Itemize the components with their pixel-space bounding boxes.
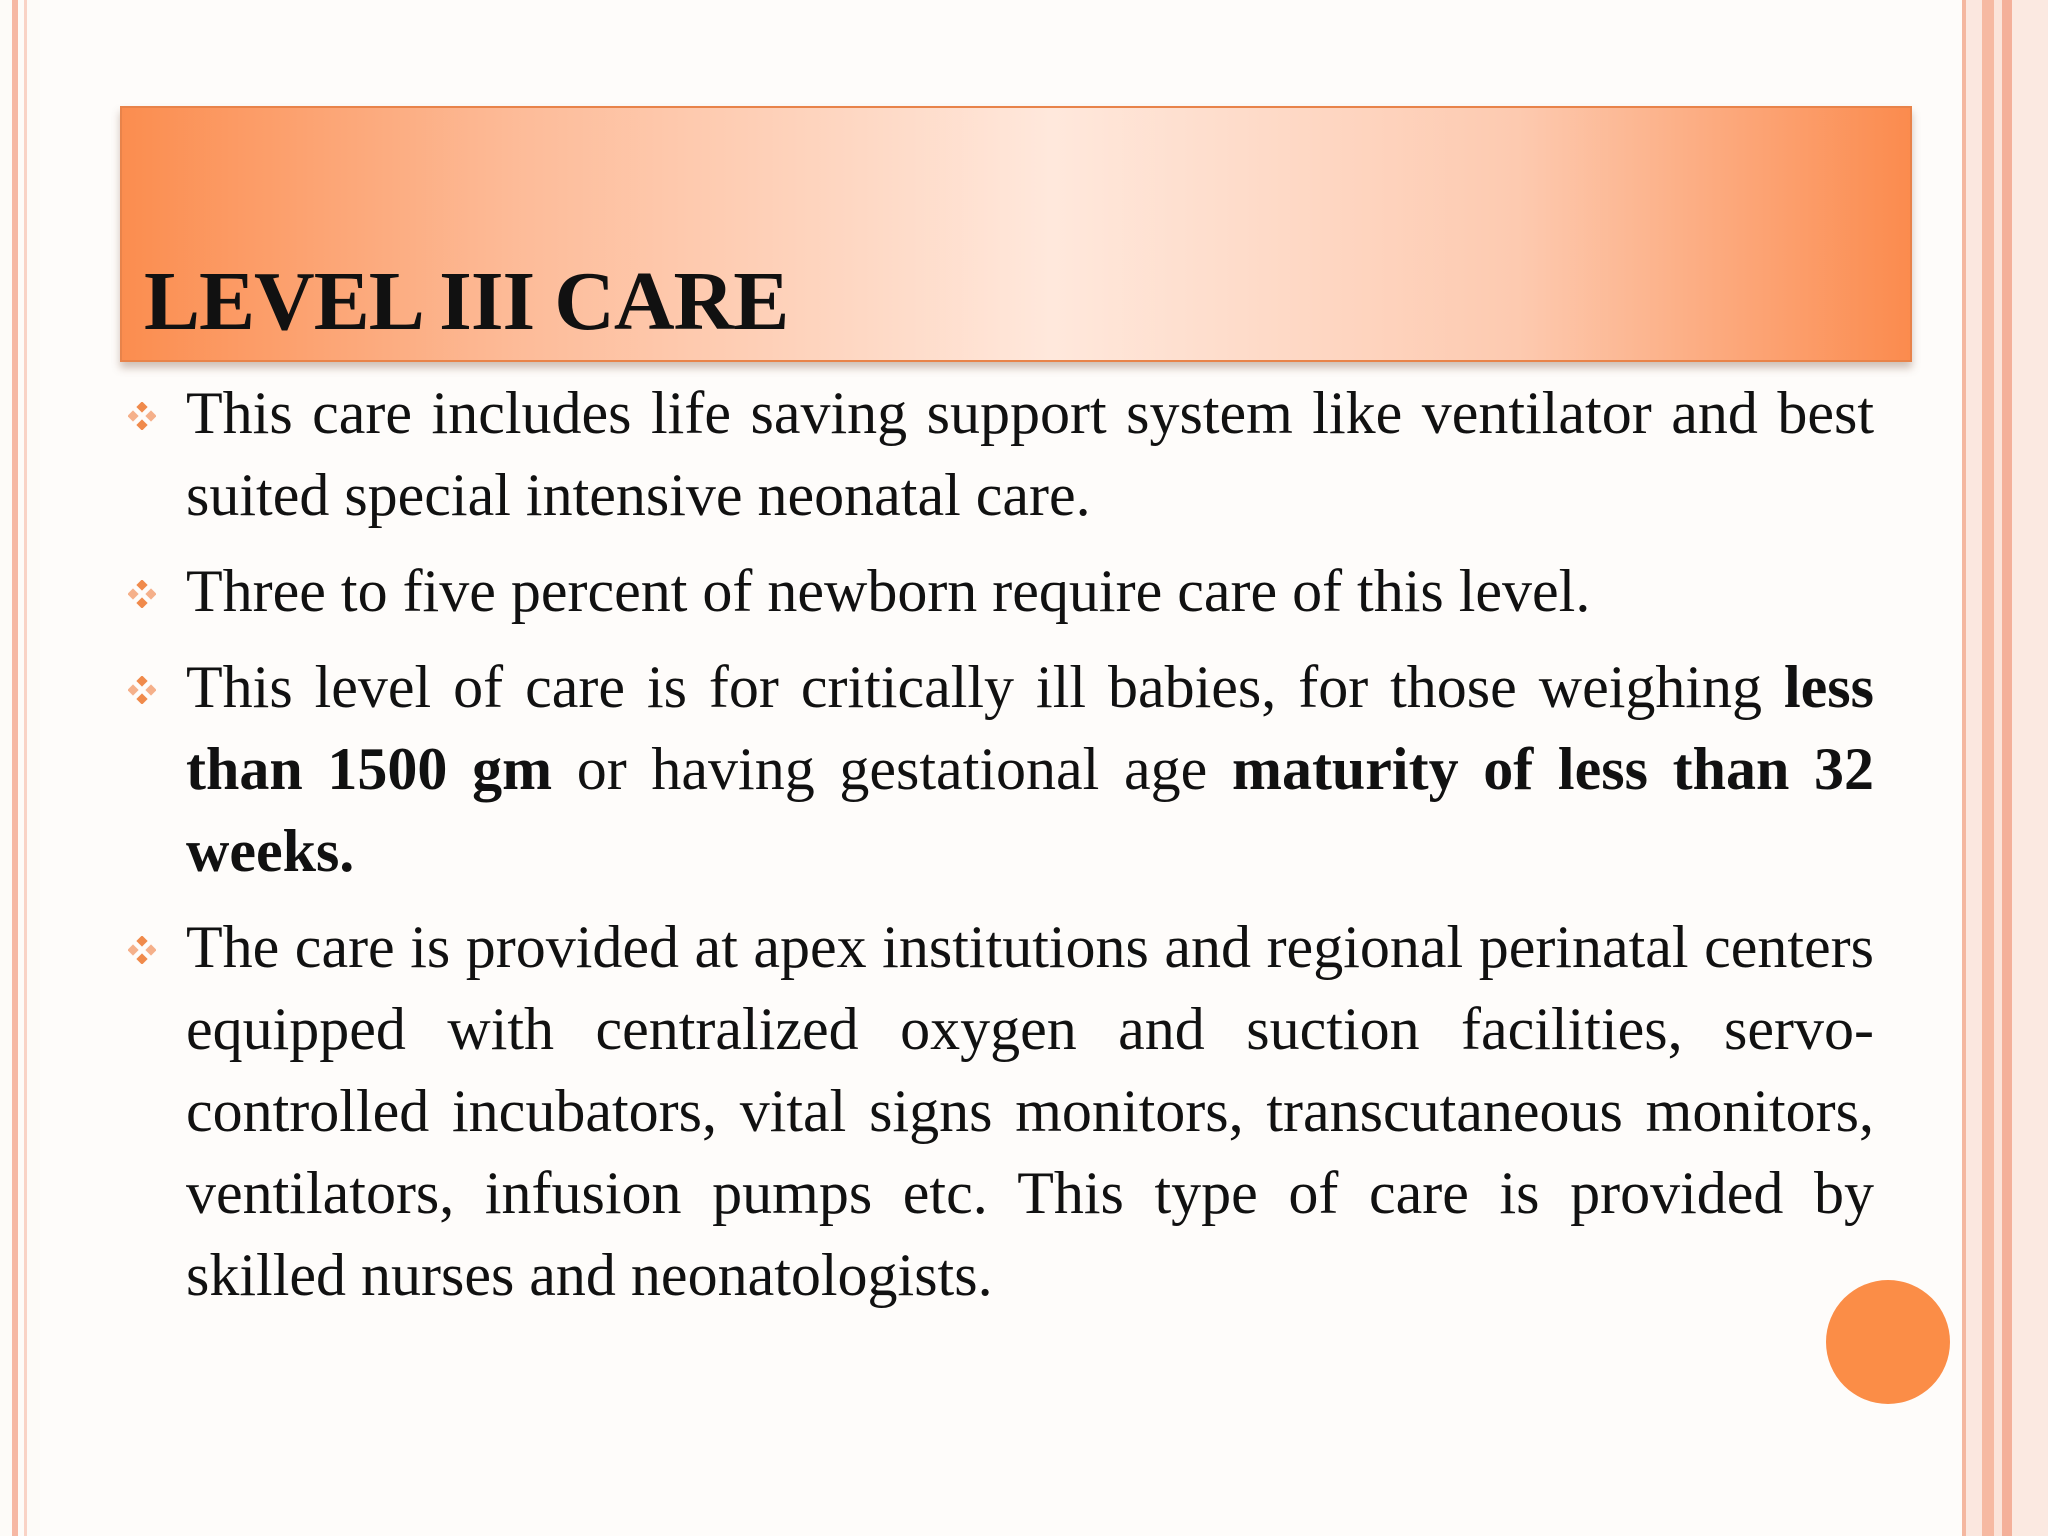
bullet-bold-text: maturity of less than 32 weeks.	[186, 736, 1875, 884]
left-border-stripe	[12, 0, 18, 1536]
right-border-stripe	[1994, 0, 2002, 1536]
bullet-text: The care is provided at apex institutions and regional perinatal centers equipped with centralized oxygen and suction facilities, servo-controlled incubators, vital signs monitors, transcutaneous monitors, ventilators, infusion pumps etc. This type of care is provided by skilled nurses and neonatologists.	[186, 914, 1874, 1308]
bullet-item	[120, 550, 1874, 632]
bullet-text: This level of care is for critically ill babies, for those weighing	[186, 654, 1784, 720]
bullet-text: This care includes life saving support system like ventilator and best suited special intensive neonatal care.	[186, 380, 1874, 528]
bullet-item	[120, 906, 1874, 1316]
left-border-stripe-inner	[24, 0, 27, 1536]
right-border-stripe	[2012, 0, 2048, 1536]
bullet-item	[120, 646, 1874, 892]
bullet-text: Three to five percent of newborn require care of this level.	[186, 558, 1591, 624]
diamond-bullet-icon	[128, 676, 156, 704]
bullet-item	[120, 372, 1874, 536]
right-border-stripe	[2002, 0, 2012, 1536]
orange-accent-circle	[1826, 1280, 1950, 1404]
right-border-stripe	[1966, 0, 1982, 1536]
right-border-stripe	[1982, 0, 1994, 1536]
bullet-list	[120, 372, 1874, 1330]
slide-title: LEVEL III CARE	[144, 255, 789, 348]
diamond-bullet-icon	[128, 402, 156, 430]
diamond-bullet-icon	[128, 936, 156, 964]
bullet-text: or having gestational age	[552, 736, 1232, 802]
diamond-bullet-icon	[128, 580, 156, 608]
bullet-bold-text: less than 1500 gm	[186, 654, 1874, 802]
title-bar	[120, 106, 1912, 362]
